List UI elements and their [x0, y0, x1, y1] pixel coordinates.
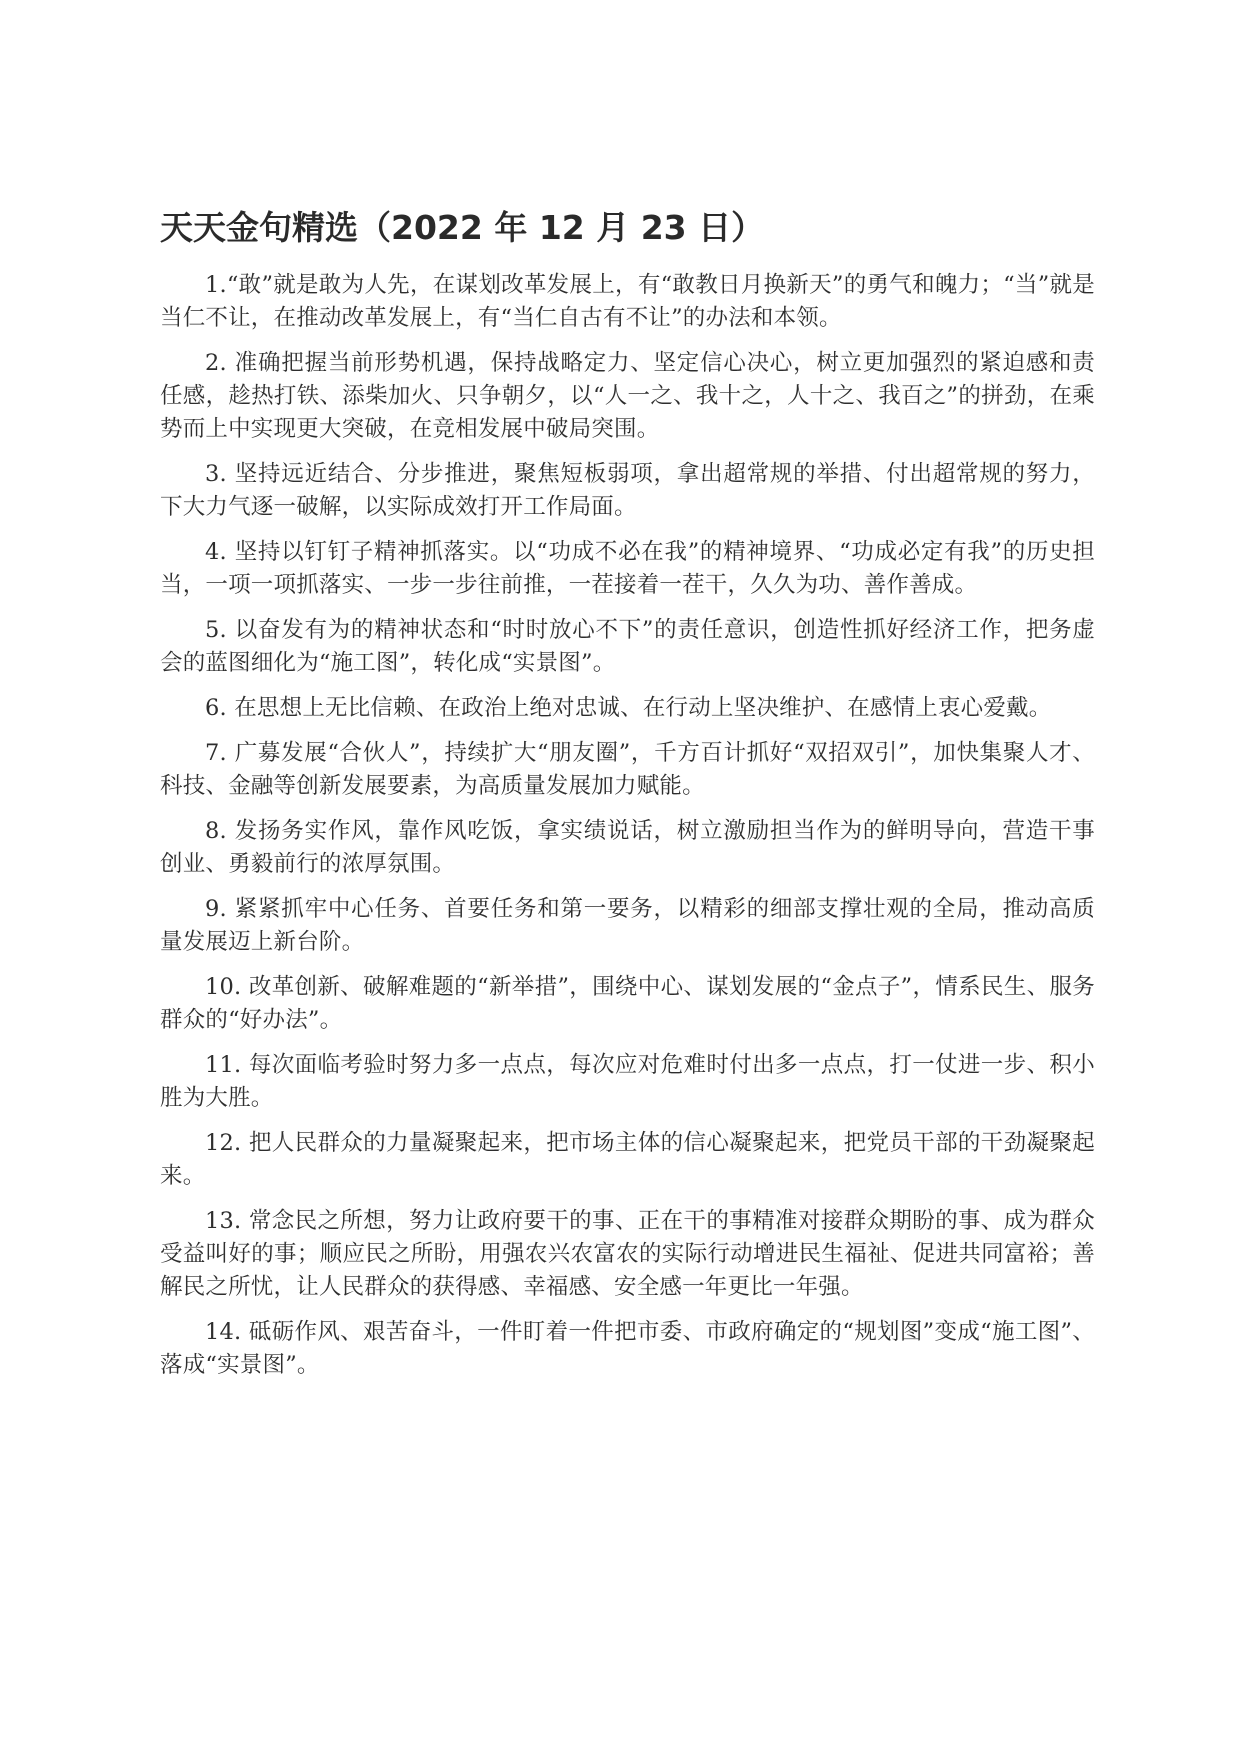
quote-item: 6. 在思想上无比信赖、在政治上绝对忠诚、在行动上坚决维护、在感情上衷心爱戴。 [205, 695, 1052, 721]
quote-item: 4. 坚持以钉钉子精神抓落实。以“功成不必在我”的精神境界、“功成必定有我”的历史担当，一项一项抓落实、一步一步往前推，一茬接着一茬干，久久为功、善作善成。 [160, 539, 1095, 598]
quote-item: 8. 发扬务实作风，靠作风吃饭，拿实绩说话，树立激励担当作为的鲜明导向，营造干事创业、勇毅前行的浓厚氛围。 [160, 818, 1095, 877]
document-page [160, 205, 1095, 1394]
quote-item: 7. 广募发展“合伙人”，持续扩大“朋友圈”，千方百计抓好“双招双引”，加快集聚人才、科技、金融等创新发展要素，为高质量发展加力赋能。 [160, 740, 1095, 799]
quote-item: 1.“敢”就是敢为人先，在谋划改革发展上，有“敢教日月换新天”的勇气和魄力；“当”就是当仁不让，在推动改革发展上，有“当仁自古有不让”的办法和本领。 [160, 272, 1095, 331]
quote-list [160, 269, 1095, 1382]
quote-item: 10. 改革创新、破解难题的“新举措”，围绕中心、谋划发展的“金点子”，情系民生、服务群众的“好办法”。 [160, 974, 1095, 1033]
quote-item: 2. 准确把握当前形势机遇，保持战略定力、坚定信心决心，树立更加强烈的紧迫感和责任感，趁热打铁、添柴加火、只争朝夕，以“人一之、我十之，人十之、我百之”的拼劲，在乘势而上中实现更大突破，在竞相发展中破局突围。 [160, 350, 1095, 442]
document-title: 天天金句精选（2022 年 12 月 23 日） [160, 208, 765, 247]
quote-item: 9. 紧紧抓牢中心任务、首要任务和第一要务，以精彩的细部支撑壮观的全局，推动高质量发展迈上新台阶。 [160, 896, 1095, 955]
quote-item: 13. 常念民之所想，努力让政府要干的事、正在干的事精准对接群众期盼的事、成为群众受益叫好的事；顺应民之所盼，用强农兴农富农的实际行动增进民生福祉、促进共同富裕；善解民之所忧，让人民群众的获得感、幸福感、安全感一年更比一年强。 [160, 1208, 1095, 1300]
quote-item: 12. 把人民群众的力量凝聚起来，把市场主体的信心凝聚起来，把党员干部的干劲凝聚起来。 [160, 1130, 1095, 1189]
quote-item: 14. 砥砺作风、艰苦奋斗，一件盯着一件把市委、市政府确定的“规划图”变成“施工图”、落成“实景图”。 [160, 1319, 1095, 1378]
quote-item: 11. 每次面临考验时努力多一点点，每次应对危难时付出多一点点，打一仗进一步、积小胜为大胜。 [160, 1052, 1095, 1111]
quote-item: 5. 以奋发有为的精神状态和“时时放心不下”的责任意识，创造性抓好经济工作，把务虚会的蓝图细化为“施工图”，转化成“实景图”。 [160, 617, 1095, 676]
quote-item: 3. 坚持远近结合、分步推进，聚焦短板弱项，拿出超常规的举措、付出超常规的努力，下大力气逐一破解，以实际成效打开工作局面。 [160, 461, 1095, 520]
